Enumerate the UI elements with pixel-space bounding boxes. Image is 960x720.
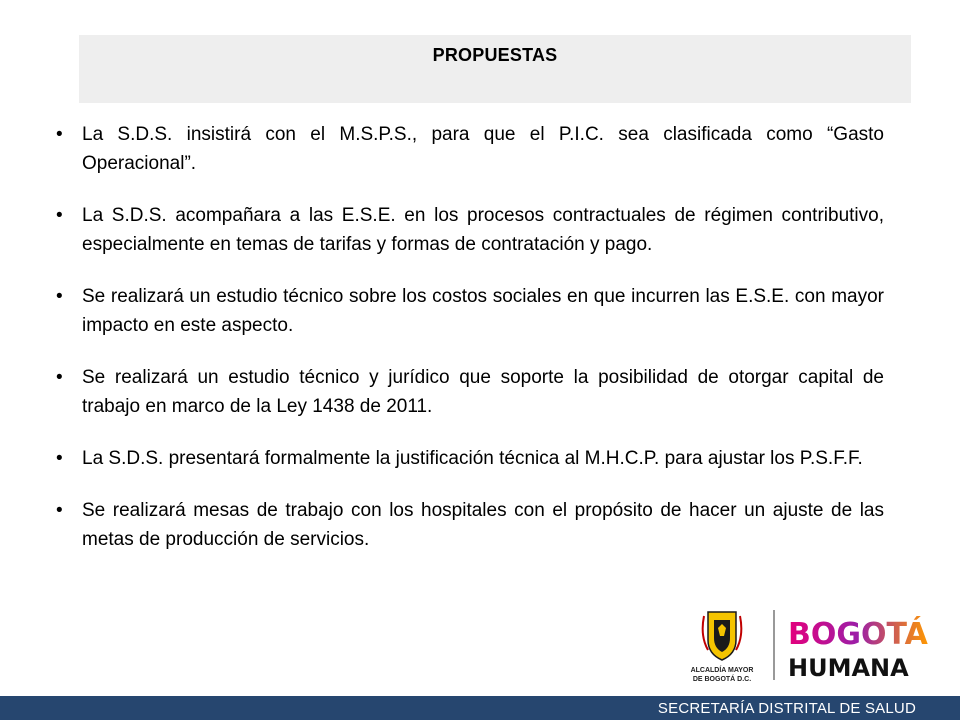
footer-text: SECRETARÍA DISTRITAL DE SALUD — [657, 700, 916, 717]
bullet-text: La S.D.S. presentará formalmente la justificación técnica al M.H.C.P. para ajustar los P.S.F.F. — [82, 448, 863, 469]
bullet-symbol: • — [56, 500, 63, 521]
alcaldia-line1: ALCALDÍA MAYOR — [690, 667, 754, 674]
footer-bar — [0, 696, 960, 720]
brand-line1: BOGOTÁ — [788, 617, 928, 652]
bullet-text: Se realizará un estudio técnico y jurídico que soporte la posibilidad de otorgar capital de trabajo en marco de la Ley 1438 de 2011. — [82, 367, 884, 417]
bullet-symbol: • — [56, 205, 63, 226]
bullet-item — [54, 363, 884, 421]
coat-of-arms-icon — [703, 612, 742, 660]
bullet-symbol: • — [56, 367, 63, 388]
bullet-item — [54, 201, 884, 259]
bullet-item — [54, 282, 884, 340]
page-title: PROPUESTAS — [432, 45, 558, 65]
bullet-text: La S.D.S. acompañara a las E.S.E. en los procesos contractuales de régimen contributivo, especialmente en temas de tarifas y formas de contratación y pago. — [82, 205, 884, 255]
bullet-symbol: • — [56, 448, 63, 469]
bullet-symbol: • — [56, 286, 63, 307]
bullet-text: La S.D.S. insistirá con el M.S.P.S., para que el P.I.C. sea clasificada como “Gasto Operacional”. — [82, 124, 884, 174]
bullet-item — [54, 444, 884, 473]
bogota-humana-logo — [690, 606, 930, 684]
bullet-item — [54, 120, 884, 178]
alcaldia-line2: DE BOGOTÁ D.C. — [692, 676, 752, 683]
brand-line2: HUMANA — [788, 654, 909, 682]
bullet-symbol: • — [56, 124, 63, 145]
title-box — [79, 35, 911, 103]
bullet-list — [54, 120, 884, 577]
bullet-item — [54, 496, 884, 554]
bullet-text: Se realizará un estudio técnico sobre los costos sociales en que incurren las E.S.E. con mayor impacto en este aspecto. — [82, 286, 884, 336]
bullet-text: Se realizará mesas de trabajo con los hospitales con el propósito de hacer un ajuste de las metas de producción de servicios. — [82, 500, 884, 550]
